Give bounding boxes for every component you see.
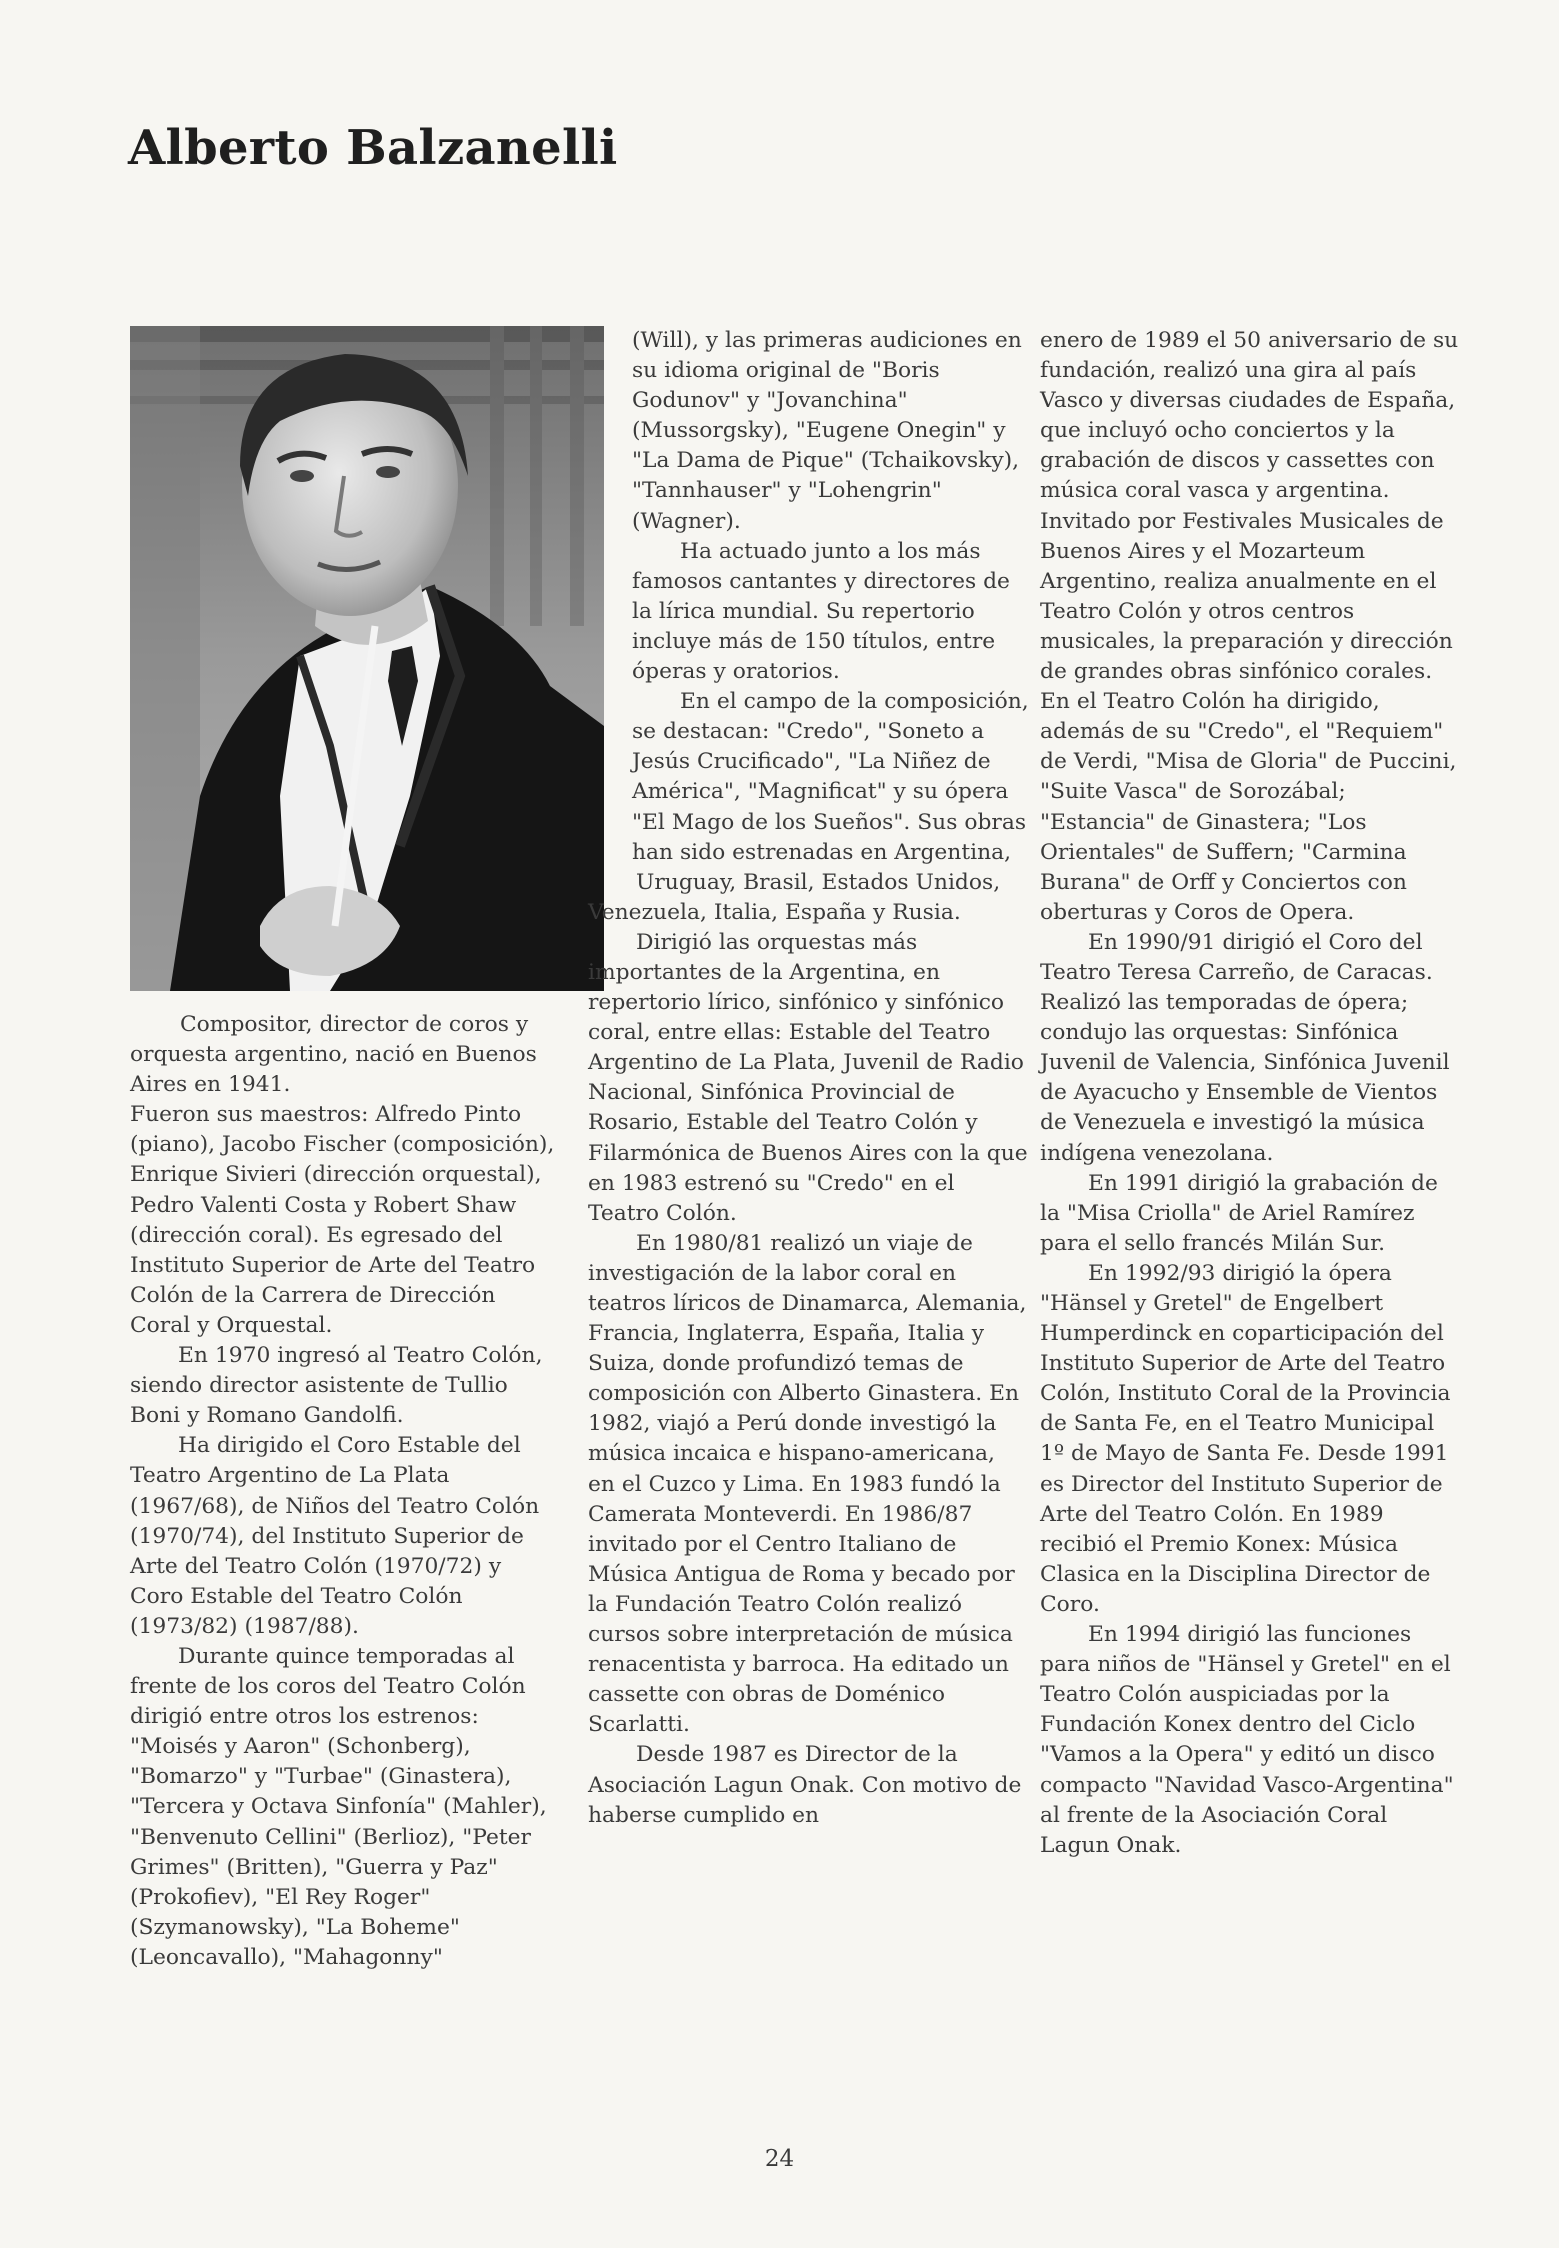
- paragraph: Compositor, director de coros y orquesta argentino, nació en Buenos Aires en 1941.: [130, 1012, 537, 1098]
- paragraph: (Will), y las primeras audiciones en su idioma original de "Boris Godunov" y "Jovanchina" (Mussorgsky), "Eugene Onegin" y "La Dama de Pique" (Tchaikovsky), "Tannhauser" y "Lohengrin" (Wagner).: [632, 328, 1022, 534]
- page-title: Alberto Balzanelli: [128, 120, 618, 176]
- paragraph: En 1970 ingresó al Teatro Colón, siendo director asistente de Tullio Boni y Romano Gandolfi.: [130, 1343, 543, 1429]
- paragraph: En 1994 dirigió las funciones para niños de "Hänsel y Gretel" en el Teatro Colón auspiciadas por la Fundación Konex dentro del Ciclo "Vamos a la Opera" y editó un disco compacto "Navidad Vasco-Argentina" al frente de la Asociación Coral Lagun Onak.: [1040, 1622, 1454, 1858]
- page-number: 24: [764, 2146, 795, 2172]
- paragraph: Desde 1987 es Director de la Asociación Lagun Onak. Con motivo de haberse cumplido en: [588, 1742, 1022, 1828]
- paragraph: En 1991 dirigió la grabación de la "Misa Criolla" de Ariel Ramírez para el sello francés Milán Sur.: [1040, 1170, 1438, 1256]
- text-column-1: [130, 1010, 560, 1973]
- paragraph: enero de 1989 el 50 aniversario de su fundación, realizó una gira al país Vasco y diversas ciudades de España, que incluyó ocho conciertos y la grabación de discos y cassettes con música coral vasca y argentina. Invitado por Festivales Musicales de Buenos Aires y el Mozarteum Argentino, realiza anualmente en el Teatro Colón y otros centros musicales, la preparación y dirección de grandes obras sinfónico corales.: [1040, 328, 1459, 685]
- portrait-photo: [130, 326, 604, 991]
- text-column-2: [588, 326, 1028, 1831]
- text-column-3: [1040, 326, 1460, 1861]
- paragraph: Dirigió las orquestas más importantes de la Argentina, en repertorio lírico, sinfónico y sinfónico coral, entre ellas: Estable del Teatro Argentino de La Plata, Juvenil de Radio Nacional, Sinfónica Provincial de Rosario, Estable del Teatro Colón y Filarmónica de Buenos Aires con la que en 1983 estrenó su "Credo" en el Teatro Colón.: [588, 929, 1028, 1226]
- paragraph: Uruguay, Brasil, Estados Unidos, Venezuela, Italia, España y Rusia.: [588, 869, 1001, 925]
- paragraph: En 1980/81 realizó un viaje de investigación de la labor coral en teatros líricos de Dinamarca, Alemania, Francia, Inglaterra, España, Italia y Suiza, donde profundizó temas de composición con Alberto Ginastera. En 1982, viajó a Perú donde investigó la música incaica e hispano-americana, en el Cuzco y Lima. En 1983 fundó la Camerata Monteverdi. En 1986/87 invitado por el Centro Italiano de Música Antigua de Roma y becado por la Fundación Teatro Colón realizó cursos sobre interpretación de música renacentista y barroca. Ha editado un cassette con obras de Doménico Scarlatti.: [588, 1230, 1027, 1738]
- paragraph: En el Teatro Colón ha dirigido, además de su "Credo", el "Requiem" de Verdi, "Misa de Gloria" de Puccini, "Suite Vasca" de Sorozábal; "Estancia" de Ginastera; "Los Orientales" de Suffern; "Carmina Burana" de Orff y Conciertos con oberturas y Coros de Opera.: [1040, 689, 1457, 925]
- paragraph: En el campo de la composición, se destacan: "Credo", "Soneto a Jesús Crucificado", "La Niñez de América", "Magnificat" y su ópera "El Mago de los Sueños". Sus obras han sido estrenadas en Argentina,: [632, 689, 1029, 865]
- paragraph: Fueron sus maestros: Alfredo Pinto (piano), Jacobo Fischer (composición), Enrique Sivieri (dirección orquestal), Pedro Valenti Costa y Robert Shaw (dirección coral). Es egresado del Instituto Superior de Arte del Teatro Colón de la Carrera de Dirección Coral y Orquestal.: [130, 1102, 555, 1338]
- paragraph: Ha dirigido el Coro Estable del Teatro Argentino de La Plata (1967/68), de Niños del Teatro Colón (1970/74), del Instituto Superior de Arte del Teatro Colón (1970/72) y Coro Estable del Teatro Colón (1973/82) (1987/88).: [130, 1433, 540, 1639]
- paragraph: En 1990/91 dirigió el Coro del Teatro Teresa Carreño, de Caracas. Realizó las temporadas de ópera; condujo las orquestas: Sinfónica Juvenil de Valencia, Sinfónica Juvenil de Ayacucho y Ensemble de Vientos de Venezuela e investigó la música indígena venezolana.: [1040, 929, 1450, 1166]
- paragraph: Ha actuado junto a los más famosos cantantes y directores de la lírica mundial. Su repertorio incluye más de 150 títulos, entre óperas y oratorios.: [632, 538, 1010, 685]
- paragraph: Durante quince temporadas al frente de los coros del Teatro Colón dirigió entre otros los estrenos: "Moisés y Aaron" (Schonberg), "Bomarzo" y "Turbae" (Ginastera), "Tercera y Octava Sinfonía" (Mahler), "Benvenuto Cellini" (Berlioz), "Peter Grimes" (Britten), "Guerra y Paz" (Prokofiev), "El Rey Roger" (Szymanowsky), "La Boheme" (Leoncavallo), "Mahagonny": [130, 1643, 547, 1970]
- text-wrap-block: [588, 326, 1032, 868]
- paragraph: En 1992/93 dirigió la ópera "Hänsel y Gretel" de Engelbert Humperdinck en coparticipación del Instituto Superior de Arte del Teatro Colón, Instituto Coral de la Provincia de Santa Fe, en el Teatro Municipal 1º de Mayo de Santa Fe. Desde 1991 es Director del Instituto Superior de Arte del Teatro Colón. En 1989 recibió el Premio Konex: Música Clasica en la Disciplina Director de Coro.: [1040, 1260, 1451, 1617]
